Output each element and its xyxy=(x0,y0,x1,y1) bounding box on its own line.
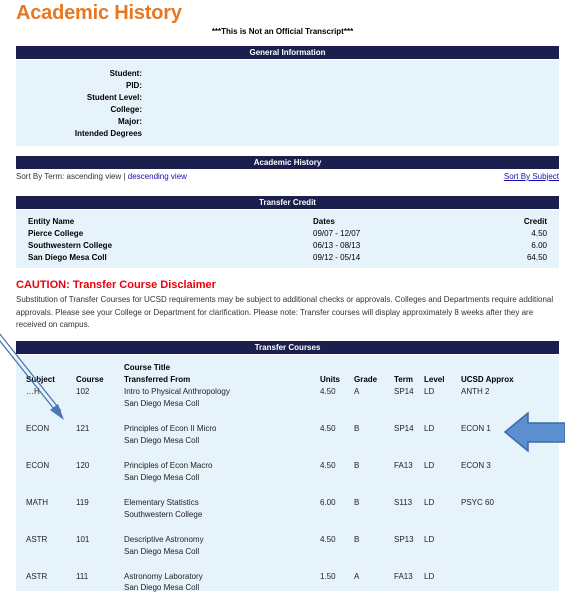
course-number: 111 xyxy=(76,572,89,581)
entity-name-header: Entity Name xyxy=(28,217,75,226)
transfer-credit-header: Transfer Credit xyxy=(16,196,559,209)
course-term: SP14 xyxy=(394,387,414,396)
course-number: 121 xyxy=(76,424,90,433)
transfer-courses-header: Transfer Courses xyxy=(16,341,559,354)
credit-value: 4.50 xyxy=(531,229,547,238)
dates-value: 09/12 - 05/14 xyxy=(313,253,361,262)
entity-name: Pierce College xyxy=(28,229,84,238)
course-units: 4.50 xyxy=(320,387,336,396)
college-label: College: xyxy=(110,105,142,114)
course-units: 6.00 xyxy=(320,498,336,507)
course-subject: …H xyxy=(26,387,40,396)
credit-value: 6.00 xyxy=(531,241,547,250)
credit-header: Credit xyxy=(523,217,547,226)
course-number: 102 xyxy=(76,387,90,396)
course-subject: ECON xyxy=(26,424,50,433)
general-info-header: General Information xyxy=(16,46,559,59)
course-level: LD xyxy=(424,461,435,470)
sort-by-term-label: Sort By Term: ascending view | xyxy=(16,172,128,181)
course-subject: ASTR xyxy=(26,535,48,544)
course-number: 119 xyxy=(76,498,89,507)
student-level-label: Student Level: xyxy=(86,93,142,102)
intended-degrees-label: Intended Degrees xyxy=(74,129,142,138)
course-from: Southwestern College xyxy=(124,510,203,519)
course-level: LD xyxy=(424,387,435,396)
course-term: S113 xyxy=(394,498,413,507)
course-subject: MATH xyxy=(26,498,49,507)
grade-header: Grade xyxy=(354,375,378,384)
block-arrow-icon xyxy=(505,413,565,451)
units-header: Units xyxy=(320,375,340,384)
dates-header: Dates xyxy=(313,217,335,226)
course-approx: ANTH 2 xyxy=(461,387,490,396)
course-from: San Diego Mesa Coll xyxy=(124,436,200,445)
entity-name: Southwestern College xyxy=(28,241,113,250)
course-title: Principles of Econ Macro xyxy=(124,461,213,470)
course-header: Course xyxy=(76,375,104,384)
course-approx: ECON 3 xyxy=(461,461,491,470)
course-title: Astronomy Laboratory xyxy=(124,572,203,581)
unofficial-notice: ***This is Not an Official Transcript*** xyxy=(211,27,354,36)
dates-value: 09/07 - 12/07 xyxy=(313,229,361,238)
course-title: Elementary Statistics xyxy=(124,498,199,507)
transferred-from-header: Transferred From xyxy=(124,375,191,384)
course-term: FA13 xyxy=(394,461,413,470)
course-term: SP14 xyxy=(394,424,414,433)
credit-value: 64.50 xyxy=(526,253,547,262)
course-grade: A xyxy=(354,387,360,396)
level-header: Level xyxy=(424,375,445,384)
sort-by-subject-link[interactable]: Sort By Subject xyxy=(503,172,559,181)
course-level: LD xyxy=(424,535,435,544)
course-term: FA13 xyxy=(394,572,413,581)
course-number: 101 xyxy=(76,535,90,544)
course-term: SP13 xyxy=(394,535,414,544)
course-title: Intro to Physical Anthropology xyxy=(124,387,230,396)
course-grade: B xyxy=(354,461,360,470)
course-level: LD xyxy=(424,572,435,581)
caution-text: Substitution of Transfer Courses for UCSD requirements may be subject to additional checks or approvals. Colleges and Departments require additional approvals. Please see your College or Department for clarification. Please note: Transfer courses will display approximately 8 weeks after they are received on campus. xyxy=(16,295,554,329)
dates-value: 06/13 - 08/13 xyxy=(313,241,361,250)
course-from: San Diego Mesa Coll xyxy=(124,473,200,482)
academic-history-header: Academic History xyxy=(16,156,559,169)
course-from: San Diego Mesa Coll xyxy=(124,583,200,592)
course-grade: A xyxy=(354,572,360,581)
course-title: Descriptive Astronomy xyxy=(124,535,204,544)
major-label: Major: xyxy=(118,117,142,126)
course-title-header: Course Title xyxy=(124,363,171,372)
pid-label: PID: xyxy=(126,81,142,90)
course-level: LD xyxy=(424,424,435,433)
course-title: Principles of Econ II Micro xyxy=(124,424,217,433)
course-grade: B xyxy=(354,535,360,544)
subject-header: Subject xyxy=(26,375,55,384)
descending-view-link[interactable]: descending view xyxy=(127,172,187,181)
course-units: 4.50 xyxy=(320,424,336,433)
course-units: 4.50 xyxy=(320,461,336,470)
course-from: San Diego Mesa Coll xyxy=(124,399,200,408)
course-approx: ECON 1 xyxy=(461,424,491,433)
ucsd-approx-header: UCSD Approx xyxy=(461,375,514,384)
course-subject: ASTR xyxy=(26,572,48,581)
course-grade: B xyxy=(354,498,360,507)
course-grade: B xyxy=(354,424,360,433)
course-subject: ECON xyxy=(26,461,50,470)
student-label: Student: xyxy=(109,69,142,78)
course-level: LD xyxy=(424,498,435,507)
page-title: Academic History xyxy=(16,2,182,24)
term-header: Term xyxy=(394,375,413,384)
pointer-arrow-icon xyxy=(0,333,64,420)
entity-name: San Diego Mesa Coll xyxy=(28,253,107,262)
caution-title: CAUTION: Transfer Course Disclaimer xyxy=(16,279,216,291)
course-units: 4.50 xyxy=(320,535,336,544)
course-number: 120 xyxy=(76,461,90,470)
course-approx: PSYC 60 xyxy=(461,498,494,507)
course-from: San Diego Mesa Coll xyxy=(124,547,200,556)
course-units: 1.50 xyxy=(320,572,336,581)
